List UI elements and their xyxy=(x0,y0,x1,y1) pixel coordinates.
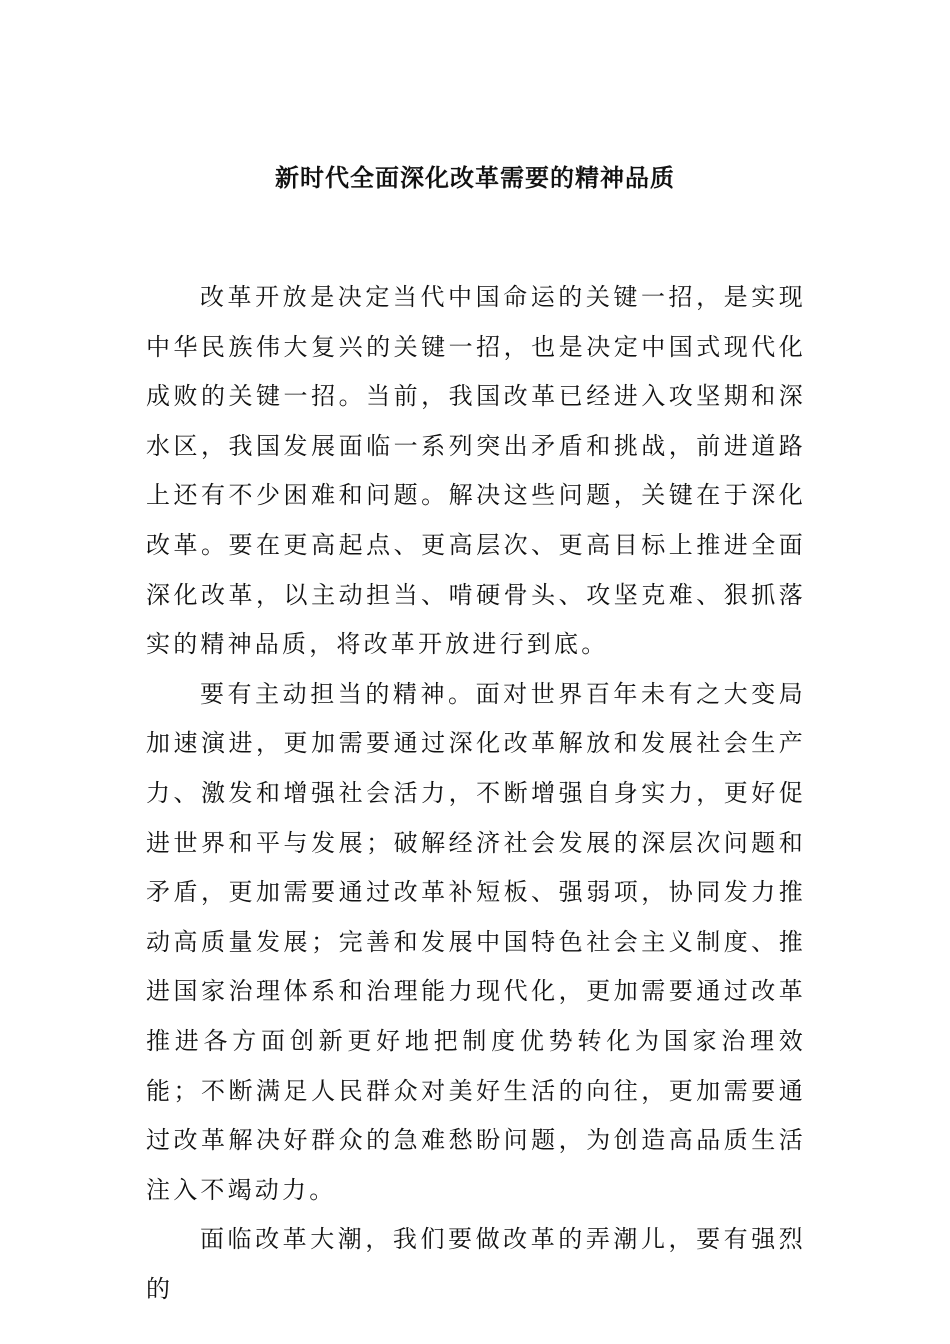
document-title: 新时代全面深化改革需要的精神品质 xyxy=(275,163,675,192)
document-body xyxy=(146,273,806,1314)
paragraph-intro: 改革开放是决定当代中国命运的关键一招，是实现中华民族伟大复兴的关键一招，也是决定中国式现代化成败的关键一招。当前，我国改革已经进入攻坚期和深水区，我国发展面临一系列突出矛盾和挑战，前进道路上还有不少困难和问题。解决这些问题，关键在于深化改革。要在更高起点、更高层次、更高目标上推进全面深化改革，以主动担当、啃硬骨头、攻坚克难、狠抓落实的精神品质，将改革开放进行到底。 xyxy=(146,283,806,659)
paragraph-reform-tide: 面临改革大潮，我们要做改革的弄潮儿，要有强烈的 xyxy=(146,1225,806,1303)
paragraph-proactive-responsibility: 要有主动担当的精神。面对世界百年未有之大变局加速演进，更加需要通过深化改革解放和发展社会生产力、激发和增强社会活力，不断增强自身实力，更好促进世界和平与发展；破解经济社会发展的深层次问题和矛盾，更加需要通过改革补短板、强弱项，协同发力推动高质量发展；完善和发展中国特色社会主义制度、推进国家治理体系和治理能力现代化，更加需要通过改革推进各方面创新更好地把制度优势转化为国家治理效能；不断满足人民群众对美好生活的向往，更加需要通过改革解决好群众的急难愁盼问题，为创造高品质生活注入不竭动力。 xyxy=(146,679,806,1204)
